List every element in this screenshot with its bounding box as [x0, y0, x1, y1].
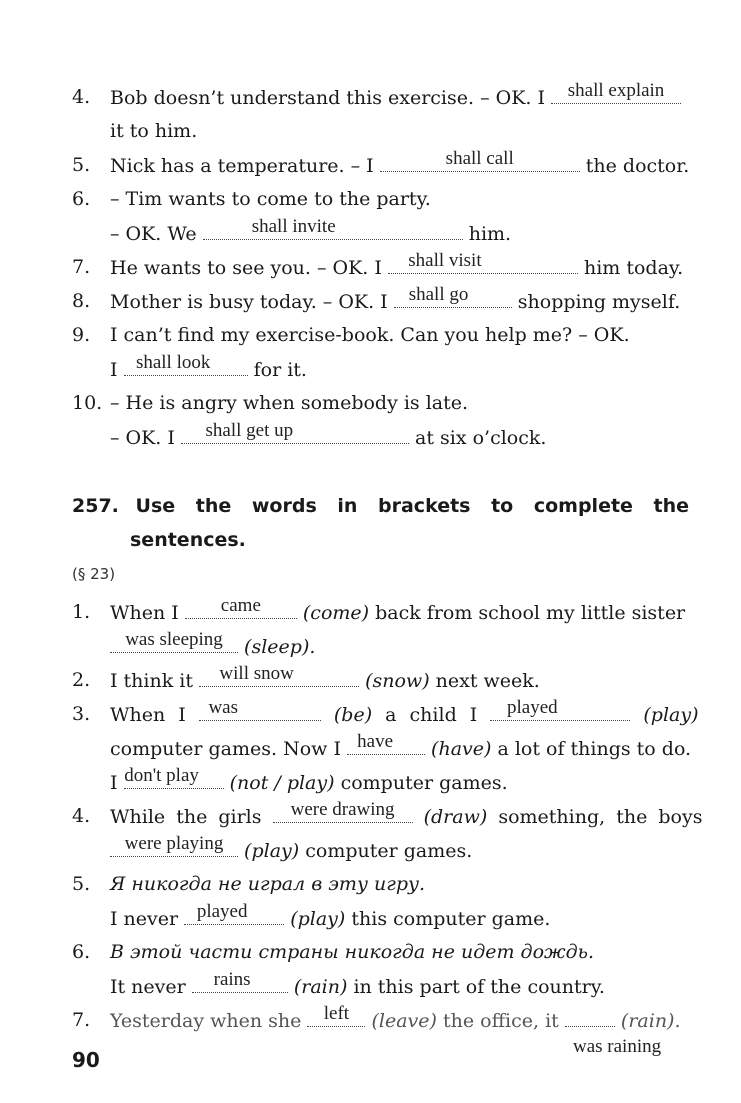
sentence-text: computer games. [305, 840, 473, 862]
answer-blank [199, 663, 359, 687]
answer-blank [347, 731, 425, 755]
sentence [110, 420, 547, 449]
sentence-text: next week. [435, 670, 540, 692]
sentence [110, 595, 686, 624]
handwritten-answer: were playing [124, 833, 224, 854]
handwritten-answer: rains [213, 969, 251, 990]
grammar-reference: (§ 23) [72, 565, 116, 583]
verb-hint: (play) [643, 704, 699, 726]
sentence-text: When I [110, 602, 179, 624]
sentence-text: computer games. [340, 772, 508, 794]
handwritten-answer: shall go [408, 284, 469, 305]
handwritten-answer: played [196, 901, 248, 922]
answer-blank [203, 216, 463, 240]
sentence-text: He wants to see you. – OK. I [110, 257, 382, 279]
verb-hint: (play) [244, 840, 300, 862]
sentence [110, 284, 681, 313]
sentence-text: – OK. We [110, 223, 197, 245]
handwritten-answer: were drawing [290, 799, 395, 820]
answer-blank [124, 352, 248, 376]
item-number: 4. [72, 86, 91, 108]
answer-blank [199, 697, 321, 721]
item-number: 7. [72, 1009, 91, 1031]
verb-hint: (snow) [365, 670, 430, 692]
page-number: 90 [72, 1048, 100, 1072]
sentence-text: him today. [583, 257, 684, 279]
verb-hint: (have) [431, 738, 492, 760]
item-number: 3. [72, 703, 91, 725]
sentence-text: Nick has a temperature. – I [110, 155, 374, 177]
exercise-heading [72, 497, 712, 516]
sentence [110, 697, 699, 726]
handwritten-answer: played [507, 697, 558, 718]
verb-hint: (rain) [293, 976, 348, 998]
verb-hint: (sleep). [244, 636, 316, 658]
item-number: 7. [72, 256, 91, 278]
russian-prompt: Я никогда не играл в эту игру. [110, 873, 426, 895]
verb-hint: (leave) [371, 1010, 437, 1032]
sentence-text: While the girls [110, 806, 262, 828]
sentence [110, 629, 316, 658]
verb-hint: (rain). [620, 1010, 681, 1032]
answer-blank [181, 420, 409, 444]
sentence-text: computer games. Now I [110, 738, 341, 760]
sentence-cont: it to him. [110, 120, 198, 142]
sentence-text: It never [110, 976, 186, 998]
answer-blank [394, 284, 512, 308]
sentence [110, 352, 307, 381]
sentence-text: this computer game. [351, 908, 551, 930]
handwritten-answer: came [220, 595, 261, 616]
handwritten-answer: have [357, 731, 394, 752]
sentence-text: Yesterday when she [110, 1010, 302, 1032]
verb-hint: (draw) [423, 806, 488, 828]
answer-blank [110, 833, 238, 857]
heading-text: Use the words in brackets to complete the [135, 495, 690, 517]
sentence [110, 216, 512, 245]
sentence-text: for it. [253, 359, 307, 381]
sentence-text: him. [468, 223, 512, 245]
answer-blank [307, 1003, 365, 1027]
item-number: 4. [72, 805, 91, 827]
handwritten-answer: shall get up [205, 420, 294, 441]
handwritten-answer: will snow [219, 663, 294, 684]
sentence-text: I [110, 772, 118, 794]
handwritten-answer: shall look [135, 352, 211, 373]
handwritten-answer: shall invite [251, 216, 336, 237]
handwritten-answer: was [208, 697, 239, 718]
answer-blank [184, 901, 284, 925]
sentence-text: I [110, 359, 118, 381]
sentence-text: the doctor. [585, 155, 690, 177]
sentence-text: Mother is busy today. – OK. I [110, 291, 388, 313]
sentence [110, 731, 692, 760]
sentence [110, 1003, 681, 1032]
sentence [110, 901, 551, 930]
handwritten-answer: left [323, 1003, 350, 1024]
answer-blank [551, 80, 681, 104]
sentence-text: shopping myself. [517, 291, 681, 313]
item-number: 9. [72, 324, 91, 346]
sentence-text: a lot of things to do. [497, 738, 692, 760]
item-number: 1. [72, 601, 91, 623]
sentence: – He is angry when somebody is late. [110, 392, 469, 414]
item-number: 6. [72, 941, 91, 963]
sentence [110, 80, 681, 109]
sentence [110, 663, 540, 692]
handwritten-answer: don't play [124, 765, 199, 786]
answer-blank [124, 765, 224, 789]
answer-blank [192, 969, 288, 993]
item-number: 6. [72, 188, 91, 210]
sentence-text: When I [110, 704, 186, 726]
sentence-text: something, the boys [498, 806, 703, 828]
verb-hint: (not / play) [229, 772, 335, 794]
answer-blank [185, 595, 297, 619]
sentence-text: the office, it [442, 1010, 559, 1032]
answer-blank [380, 148, 580, 172]
sentence [110, 148, 690, 177]
answer-blank [273, 799, 413, 823]
answer-blank [490, 697, 630, 721]
sentence-text: Bob doesn’t understand this exercise. – OK. I [110, 87, 545, 109]
verb-hint: (come) [302, 602, 370, 624]
handwritten-answer: shall explain [567, 80, 665, 101]
sentence [110, 799, 703, 828]
verb-hint: (be) [333, 704, 373, 726]
item-number: 10. [72, 392, 103, 414]
sentence [110, 765, 508, 794]
handwritten-answer: shall visit [408, 250, 482, 271]
sentence-text: a child I [385, 704, 478, 726]
answer-blank [110, 629, 238, 653]
sentence [110, 250, 684, 279]
handwritten-answer: was raining [573, 1036, 662, 1057]
sentence-text: back from school my little sister [375, 602, 686, 624]
handwritten-answer: shall call [445, 148, 514, 169]
sentence: – Tim wants to come to the party. [110, 188, 431, 210]
exercise-heading-cont: sentences. [130, 529, 246, 551]
sentence-text: in this part of the country. [353, 976, 605, 998]
sentence-text: I think it [110, 670, 193, 692]
sentence-text: – OK. I [110, 427, 175, 449]
exercise-number: 257. [72, 495, 119, 517]
handwritten-answer: was sleeping [125, 629, 223, 650]
sentence [110, 969, 605, 998]
item-number: 5. [72, 873, 91, 895]
answer-blank [565, 1011, 615, 1027]
sentence: I can’t find my exercise-book. Can you help me? – OK. [110, 324, 630, 346]
sentence [110, 833, 473, 862]
item-number: 5. [72, 154, 91, 176]
answer-blank [388, 250, 578, 274]
sentence-text: at six o’clock. [415, 427, 547, 449]
verb-hint: (play) [290, 908, 346, 930]
item-number: 8. [72, 290, 91, 312]
item-number: 2. [72, 669, 91, 691]
russian-prompt: В этой части страны никогда не идет дождь. [110, 941, 595, 963]
sentence-text: I never [110, 908, 179, 930]
